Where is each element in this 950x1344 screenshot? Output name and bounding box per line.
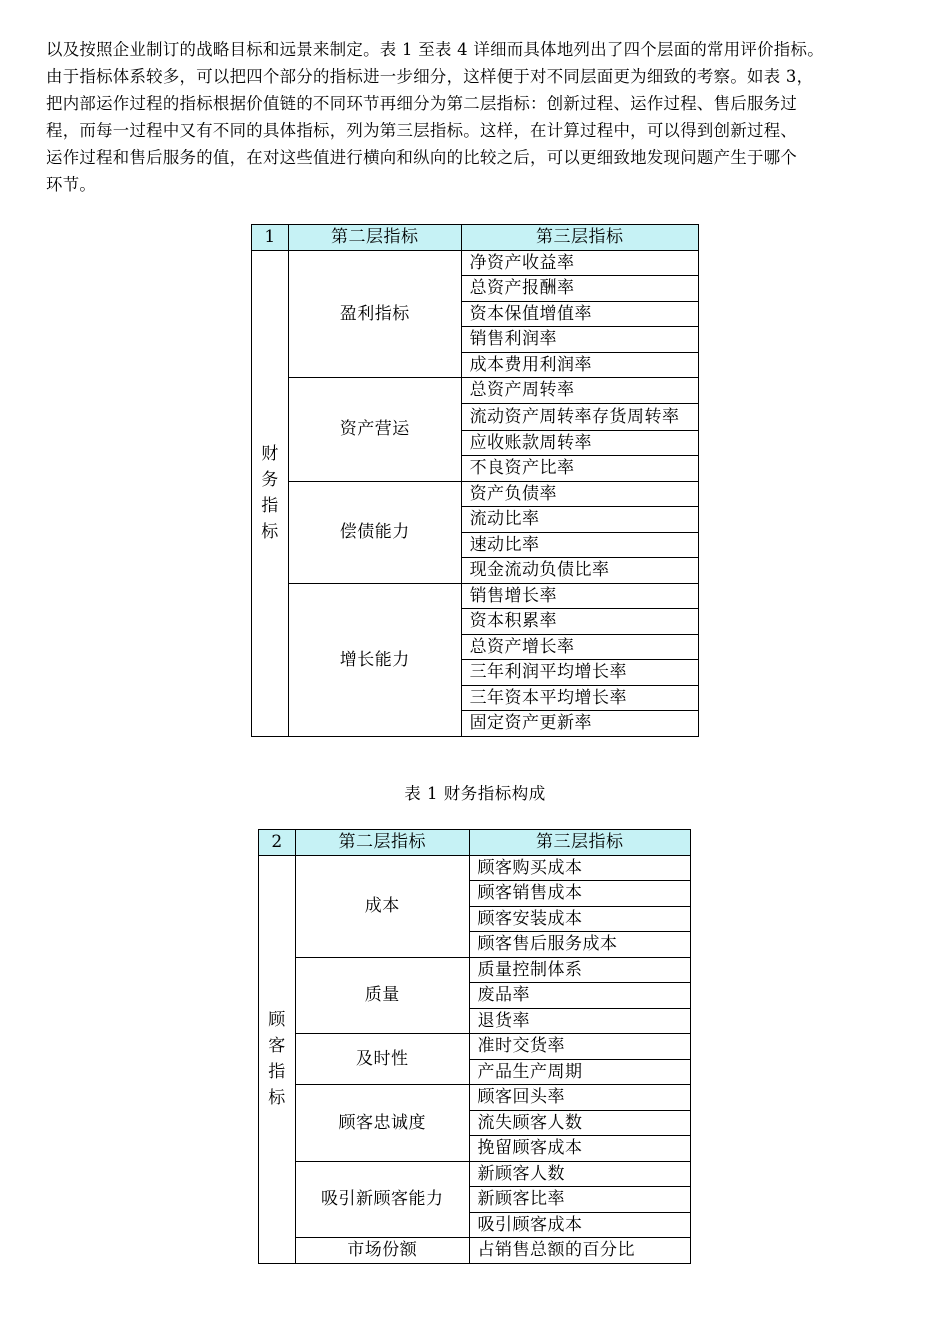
table-row (252, 378, 699, 404)
third-level-cell: 现金流动负债比率 (461, 558, 698, 584)
second-level-cell: 增长能力 (288, 583, 461, 736)
paragraph-line: 以及按照企业制订的战略目标和远景来制定。表 1 至表 4 详细而具体地列出了四个层面的常用评价指标。 (46, 40, 824, 59)
label-char: 务 (261, 470, 279, 490)
table-row (252, 481, 699, 507)
table-number: 2 (259, 830, 296, 856)
third-level-cell: 顾客安装成本 (469, 906, 690, 932)
table-row (259, 1034, 691, 1060)
second-level-cell: 偿债能力 (288, 481, 461, 583)
second-level-cell: 资产营运 (288, 378, 461, 482)
third-level-cell: 固定资产更新率 (461, 711, 698, 737)
table-row (252, 250, 699, 276)
third-level-cell: 新顾客比率 (469, 1187, 690, 1213)
second-level-cell: 顾客忠诚度 (295, 1085, 469, 1162)
third-level-cell: 顾客回头率 (469, 1085, 690, 1111)
second-level-cell: 盈利指标 (288, 250, 461, 378)
third-level-cell: 吸引顾客成本 (469, 1212, 690, 1238)
label-char: 标 (268, 1088, 286, 1108)
label-char: 客 (268, 1036, 286, 1056)
label-char: 财 (261, 444, 279, 464)
third-level-cell: 挽留顾客成本 (469, 1136, 690, 1162)
third-level-cell: 流动资产周转率存货周转率 (461, 403, 698, 430)
customer-indicators-table (258, 829, 691, 1264)
third-level-cell: 废品率 (469, 983, 690, 1009)
third-level-cell: 销售利润率 (461, 327, 698, 353)
third-level-cell: 顾客销售成本 (469, 881, 690, 907)
third-level-cell: 顾客售后服务成本 (469, 932, 690, 958)
paragraph-line: 由于指标体系较多，可以把四个部分的指标进一步细分，这样便于对不同层面更为细致的考察。如表 3， (46, 67, 814, 86)
third-level-cell: 退货率 (469, 1008, 690, 1034)
label-char: 指 (261, 496, 279, 516)
paragraph-line: 运作过程和售后服务的值，在对这些值进行横向和纵向的比较之后，可以更细致地发现问题产生于哪个 (46, 148, 798, 167)
third-level-cell: 速动比率 (461, 532, 698, 558)
second-level-cell: 质量 (295, 957, 469, 1034)
third-level-cell: 总资产增长率 (461, 634, 698, 660)
header-second-level: 第二层指标 (295, 830, 469, 856)
third-level-cell: 质量控制体系 (469, 957, 690, 983)
third-level-cell: 占销售总额的百分比 (469, 1238, 690, 1264)
table-caption: 表 1 财务指标构成 (404, 784, 546, 803)
table-row (259, 1085, 691, 1111)
second-level-cell: 及时性 (295, 1034, 469, 1085)
header-third-level: 第三层指标 (469, 830, 690, 856)
third-level-cell: 成本费用利润率 (461, 352, 698, 378)
table-number: 1 (252, 225, 289, 251)
table-header-row (259, 830, 691, 856)
third-level-cell: 产品生产周期 (469, 1059, 690, 1085)
third-level-cell: 销售增长率 (461, 583, 698, 609)
paragraph-line: 程，而每一过程中又有不同的具体指标，列为第三层指标。这样，在计算过程中，可以得到创新过程、 (46, 121, 798, 140)
third-level-cell: 准时交货率 (469, 1034, 690, 1060)
third-level-cell: 流失顾客人数 (469, 1110, 690, 1136)
first-level-label (252, 250, 289, 736)
label-char: 顾 (268, 1010, 286, 1030)
third-level-cell: 应收账款周转率 (461, 430, 698, 456)
financial-indicators-table (251, 224, 699, 737)
table-row (259, 1238, 691, 1264)
table-row (252, 583, 699, 609)
second-level-cell: 市场份额 (295, 1238, 469, 1264)
third-level-cell: 流动比率 (461, 507, 698, 533)
header-third-level: 第三层指标 (461, 225, 698, 251)
third-level-cell: 资产负债率 (461, 481, 698, 507)
paragraph-line: 把内部运作过程的指标根据价值链的不同环节再细分为第二层指标：创新过程、运作过程、售后服务过 (46, 94, 798, 113)
first-level-label (259, 855, 296, 1263)
body-paragraph (46, 36, 914, 198)
third-level-cell: 三年资本平均增长率 (461, 685, 698, 711)
third-level-cell: 顾客购买成本 (469, 855, 690, 881)
label-char: 标 (261, 522, 279, 542)
third-level-cell: 净资产收益率 (461, 250, 698, 276)
third-level-cell: 资本积累率 (461, 609, 698, 635)
third-level-cell: 资本保值增值率 (461, 301, 698, 327)
table-row (259, 1161, 691, 1187)
third-level-cell: 总资产报酬率 (461, 276, 698, 302)
header-second-level: 第二层指标 (288, 225, 461, 251)
third-level-cell: 总资产周转率 (461, 378, 698, 404)
paragraph-line: 环节。 (46, 175, 97, 194)
third-level-cell: 不良资产比率 (461, 456, 698, 482)
third-level-cell: 新顾客人数 (469, 1161, 690, 1187)
table-row (259, 855, 691, 881)
second-level-cell: 成本 (295, 855, 469, 957)
third-level-cell: 三年利润平均增长率 (461, 660, 698, 686)
second-level-cell: 吸引新顾客能力 (295, 1161, 469, 1238)
label-char: 指 (268, 1062, 286, 1082)
table-header-row (252, 225, 699, 251)
table-row (259, 957, 691, 983)
